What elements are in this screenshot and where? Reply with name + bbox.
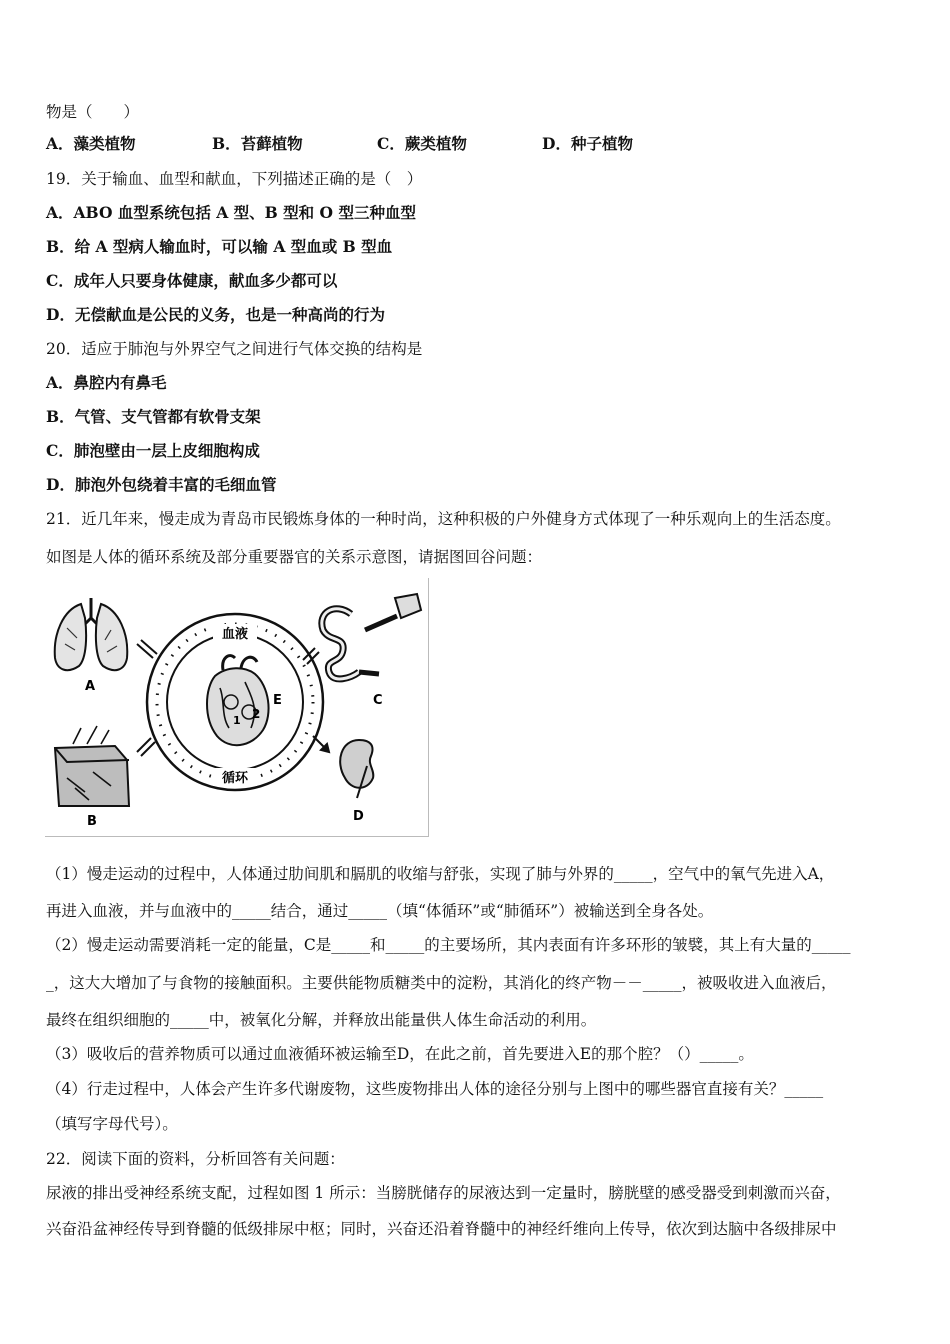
q21-part-2-line-2: _，这大大增加了与食物的接触面积。主要供能物质糖类中的淀粉，其消化的终产物－－_____，被吸收进入血液后， xyxy=(46,974,837,992)
q20-option-a: A．鼻腔内有鼻毛 xyxy=(46,373,167,392)
option-c: C．蕨类植物 xyxy=(377,134,467,153)
heart-icon xyxy=(207,656,269,746)
q18-tail: 物是（ ） xyxy=(46,103,140,121)
skin-icon xyxy=(55,726,129,806)
option-d: D．种子植物 xyxy=(542,134,633,153)
heart-number-1: 1 xyxy=(233,714,241,727)
question-22: 22．阅读下面的资料，分析回答有关问题： xyxy=(46,1150,345,1168)
q19-option-d: D．无偿献血是公民的义务，也是一种高尚的行为 xyxy=(46,305,385,324)
q20-option-c: C．肺泡壁由一层上皮细胞构成 xyxy=(46,441,260,460)
q21-part-1-line-1: （1）慢走运动的过程中，人体通过肋间肌和膈肌的收缩与舒张，实现了肺与外界的_____，空气中的氧气先进入A， xyxy=(46,865,835,883)
lungs-icon xyxy=(55,598,128,670)
q21-part-2-line-3: 最终在组织细胞的_____中，被氧化分解，并释放出能量供人体生命活动的利用。 xyxy=(46,1011,597,1029)
q19-option-c: C．成年人只要身体健康，献血多少都可以 xyxy=(46,271,338,290)
option-a: A．藻类植物 xyxy=(46,134,136,153)
q20-option-b: B．气管、支气管都有软骨支架 xyxy=(46,407,261,426)
q21-part-1-line-2: 再进入血液，并与血液中的_____结合，通过_____（填“体循环”或“肺循环”）被输送到全身各处。 xyxy=(46,902,714,920)
question-19: 19．关于输血、血型和献血，下列描述正确的是（ ） xyxy=(46,170,423,188)
question-20: 20．适应于肺泡与外界空气之间进行气体交换的结构是 xyxy=(46,340,423,358)
label-d: D xyxy=(353,809,364,824)
ring-label-top: 血液 xyxy=(221,627,249,642)
small-intestine-icon xyxy=(322,594,421,679)
q20-option-d: D．肺泡外包绕着丰富的毛细血管 xyxy=(46,475,277,494)
kidney-icon xyxy=(340,740,373,798)
q22-passage-line-1: 尿液的排出受神经系统支配，过程如图 1 所示：当膀胱储存的尿液达到一定量时，膀胱壁的感受器受到刺激而兴奋， xyxy=(46,1184,841,1202)
q19-option-b: B．给 A 型病人输血时，可以输 A 型血或 B 型血 xyxy=(46,237,393,256)
q22-passage-line-2: 兴奋沿盆神经传导到脊髓的低级排尿中枢；同时，兴奋还沿着脊髓中的神经纤维向上传导，依次到达脑中各级排尿中 xyxy=(46,1220,837,1238)
q21-part-4-line-2: （填写字母代号）。 xyxy=(46,1115,178,1133)
q21-part-4-line-1: （4）行走过程中，人体会产生许多代谢废物，这些废物排出人体的途径分别与上图中的哪些器官直接有关？_____ xyxy=(46,1080,824,1098)
label-e: E xyxy=(273,693,282,708)
question-21: 21．近几年来，慢走成为青岛市民锻炼身体的一种时尚，这种积极的户外健身方式体现了一种乐观向上的生活态度。 xyxy=(46,510,841,528)
q21-part-3: （3）吸收后的营养物质可以通过血液循环被运输至D，在此之前，首先要进入E的那个腔？（）_____。 xyxy=(46,1045,754,1063)
ring-label-bottom: 循环 xyxy=(221,771,249,786)
q21-part-2-line-1: （2）慢走运动需要消耗一定的能量，C是_____和_____的主要场所，其内表面有许多环形的皱襞，其上有大量的_____ xyxy=(46,936,851,954)
label-a: A xyxy=(85,679,96,694)
label-b: B xyxy=(87,814,97,829)
label-c: C xyxy=(373,693,383,708)
heart-number-2: 2 xyxy=(252,707,261,721)
circulation-diagram xyxy=(45,578,429,837)
option-b: B．苔藓植物 xyxy=(212,134,303,153)
question-21-intro: 如图是人体的循环系统及部分重要器官的关系示意图，请据图回谷问题： xyxy=(46,548,543,566)
q19-option-a: A．ABO 血型系统包括 A 型、B 型和 O 型三种血型 xyxy=(46,203,416,222)
